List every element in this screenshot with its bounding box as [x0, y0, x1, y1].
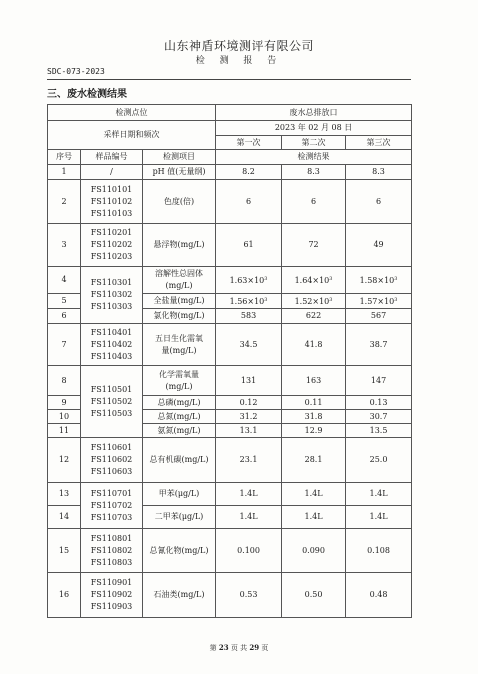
header-date: 2023 年 02 月 08 日: [216, 121, 412, 136]
item-cell: 总氮(mg/L): [143, 410, 216, 424]
value-cell: 583: [216, 309, 282, 324]
value-cell: 0.13: [346, 396, 412, 410]
item-cell: 全盐量(mg/L): [143, 294, 216, 309]
seq-cell: 10: [48, 410, 81, 424]
value-cell: 1.4L: [216, 483, 282, 506]
sample-id: FS110301: [90, 278, 133, 287]
sample-cell: [81, 366, 143, 438]
value-cell: 0.48: [346, 573, 412, 618]
item-cell: 石油类(mg/L): [143, 573, 216, 618]
sample-id: FS110401: [90, 327, 133, 337]
sample-cell: [81, 529, 143, 573]
sample-id: FS110103: [90, 208, 133, 218]
seq-cell: 1: [48, 165, 81, 180]
value-cell: 23.1: [216, 438, 282, 483]
value-cell: 6: [282, 180, 346, 224]
value-cell: 0.108: [346, 529, 412, 573]
table-row: [48, 573, 412, 618]
sample-id: FS110803: [90, 557, 133, 567]
header-seq: 序号: [48, 150, 81, 165]
value-cell: 34.5: [216, 324, 282, 366]
item-cell: pH 值(无量纲): [143, 165, 216, 180]
sample-id: FS110901: [90, 578, 133, 587]
value-mantissa: 1.57×10: [359, 297, 395, 306]
sample-id: FS110402: [90, 339, 133, 349]
value-cell: 147: [346, 366, 412, 396]
value-exponent: 3: [329, 276, 333, 282]
item-cell: 氨氮(mg/L): [143, 424, 216, 438]
sample-cell: [81, 438, 143, 483]
item-line: (mg/L): [165, 281, 193, 290]
page-number: 23: [218, 643, 229, 652]
item-line: 化学需氧量: [159, 369, 200, 379]
item-cell: [143, 366, 216, 396]
value-cell: 30.7: [346, 410, 412, 424]
sample-id: FS110802: [90, 545, 133, 555]
header-item: 检测项目: [143, 150, 216, 165]
header-sample: 样品编号: [81, 150, 143, 165]
sample-id: FS110101: [90, 184, 133, 194]
header-second: 第二次: [282, 136, 346, 150]
value-cell: 1.4L: [346, 483, 412, 506]
value-cell: [346, 294, 412, 309]
value-cell: [216, 294, 282, 309]
sample-cell: /: [81, 165, 143, 180]
value-cell: 0.100: [216, 529, 282, 573]
footer-label-mid: 页 共: [230, 644, 248, 652]
value-cell: 13.5: [346, 424, 412, 438]
sample-id: FS110601: [90, 443, 133, 452]
value-cell: 0.11: [282, 396, 346, 410]
sample-id: FS110501: [90, 384, 133, 394]
value-cell: 8.3: [282, 165, 346, 180]
wastewater-results-table: [47, 104, 412, 618]
seq-cell: 6: [48, 309, 81, 324]
footer-label-post: 页: [261, 644, 269, 652]
table-row: [48, 324, 412, 366]
value-exponent: 3: [329, 297, 333, 303]
seq-cell: 16: [48, 573, 81, 618]
value-cell: 31.2: [216, 410, 282, 424]
item-cell: [143, 324, 216, 366]
value-cell: 163: [282, 366, 346, 396]
sample-cell: [81, 267, 143, 324]
total-pages: 29: [249, 643, 260, 652]
sample-id: FS110303: [90, 302, 133, 311]
item-line: 五日生化需氧: [155, 333, 204, 343]
table-row: [48, 438, 412, 483]
sample-cell: [81, 224, 143, 267]
page-footer: [0, 643, 478, 653]
sample-id: FS110903: [90, 602, 133, 611]
item-cell: 总氰化物(mg/L): [143, 529, 216, 573]
sample-cell: [81, 180, 143, 224]
value-cell: 8.3: [346, 165, 412, 180]
sample-id: FS110203: [90, 252, 133, 261]
value-mantissa: 1.56×10: [229, 297, 265, 306]
value-cell: 13.1: [216, 424, 282, 438]
value-cell: 1.4L: [282, 506, 346, 529]
seq-cell: 7: [48, 324, 81, 366]
seq-cell: 5: [48, 294, 81, 309]
value-cell: 72: [282, 224, 346, 267]
seq-cell: 2: [48, 180, 81, 224]
value-exponent: 3: [394, 276, 398, 282]
sample-id: FS110701: [90, 488, 133, 498]
item-cell: 甲苯(μg/L): [143, 483, 216, 506]
item-line: (mg/L): [165, 381, 193, 391]
value-cell: 0.090: [282, 529, 346, 573]
value-exponent: 3: [264, 276, 268, 282]
item-cell: 总磷(mg/L): [143, 396, 216, 410]
company-name: 山东神盾环境测评有限公司: [163, 39, 314, 53]
seq-cell: 14: [48, 506, 81, 529]
value-cell: [216, 267, 282, 294]
header-point-label: 检测点位: [48, 105, 216, 121]
sample-id: FS110602: [90, 455, 133, 464]
seq-cell: 12: [48, 438, 81, 483]
sample-id: FS110403: [90, 351, 133, 361]
table-row: [48, 224, 412, 267]
value-cell: 6: [216, 180, 282, 224]
value-cell: 8.2: [216, 165, 282, 180]
item-cell: 色度(倍): [143, 180, 216, 224]
value-cell: [346, 267, 412, 294]
value-cell: 61: [216, 224, 282, 267]
item-line: 量(mg/L): [161, 345, 197, 355]
item-line: 溶解性总固体: [155, 269, 204, 278]
table-row: [48, 180, 412, 224]
seq-cell: 9: [48, 396, 81, 410]
sample-id: FS110302: [90, 290, 133, 299]
sample-id: FS110102: [90, 196, 133, 206]
document-number: SDC-073-2023: [47, 67, 105, 76]
sample-id: FS110703: [90, 512, 133, 522]
value-cell: 41.8: [282, 324, 346, 366]
header-rule: [47, 79, 411, 80]
value-cell: [282, 294, 346, 309]
value-cell: 31.8: [282, 410, 346, 424]
value-cell: 1.4L: [216, 506, 282, 529]
value-cell: 6: [346, 180, 412, 224]
value-cell: 1.4L: [346, 506, 412, 529]
value-cell: 28.1: [282, 438, 346, 483]
sample-cell: [81, 483, 143, 529]
value-cell: [282, 267, 346, 294]
value-cell: 622: [282, 309, 346, 324]
sample-id: FS110702: [90, 500, 133, 510]
value-cell: 12.9: [282, 424, 346, 438]
value-mantissa: 1.58×10: [359, 276, 395, 285]
table-row: [48, 165, 412, 180]
section-title: 三、废水检测结果: [47, 89, 127, 100]
report-subtitle: 检 测 报 告: [195, 56, 283, 66]
header-point-value: 废水总排放口: [216, 105, 412, 121]
value-cell: 0.53: [216, 573, 282, 618]
value-exponent: 3: [394, 297, 398, 303]
item-cell: 总有机碳(mg/L): [143, 438, 216, 483]
value-cell: 1.4L: [282, 483, 346, 506]
value-cell: 49: [346, 224, 412, 267]
value-cell: 131: [216, 366, 282, 396]
sample-cell: [81, 324, 143, 366]
seq-cell: 4: [48, 267, 81, 294]
header-third: 第三次: [346, 136, 412, 150]
table-row: [48, 529, 412, 573]
sample-id: FS110201: [90, 228, 133, 237]
item-cell: 氯化物(mg/L): [143, 309, 216, 324]
value-cell: 0.12: [216, 396, 282, 410]
header-sampling-label: 采样日期和频次: [48, 121, 216, 150]
value-cell: 38.7: [346, 324, 412, 366]
seq-cell: 3: [48, 224, 81, 267]
item-cell: [143, 267, 216, 294]
sample-id: FS110603: [90, 467, 133, 476]
item-cell: 二甲苯(μg/L): [143, 506, 216, 529]
seq-cell: 11: [48, 424, 81, 438]
value-mantissa: 1.52×10: [294, 297, 330, 306]
table-row: [48, 366, 412, 396]
value-exponent: 3: [264, 297, 268, 303]
value-cell: 0.50: [282, 573, 346, 618]
footer-label-pre: 第: [209, 644, 217, 652]
value-cell: 25.0: [346, 438, 412, 483]
sample-id: FS110503: [90, 408, 133, 418]
sample-id: FS110202: [90, 240, 133, 249]
table-row: [48, 483, 412, 506]
seq-cell: 8: [48, 366, 81, 396]
seq-cell: 13: [48, 483, 81, 506]
sample-cell: [81, 573, 143, 618]
value-mantissa: 1.64×10: [294, 276, 330, 285]
table-row: [48, 267, 412, 294]
header-result: 检测结果: [216, 150, 412, 165]
sample-id: FS110801: [90, 533, 133, 543]
value-mantissa: 1.63×10: [229, 276, 265, 285]
sample-id: FS110902: [90, 590, 133, 599]
header-first: 第一次: [216, 136, 282, 150]
seq-cell: 15: [48, 529, 81, 573]
value-cell: 567: [346, 309, 412, 324]
item-cell: 悬浮物(mg/L): [143, 224, 216, 267]
sample-id: FS110502: [90, 396, 133, 406]
